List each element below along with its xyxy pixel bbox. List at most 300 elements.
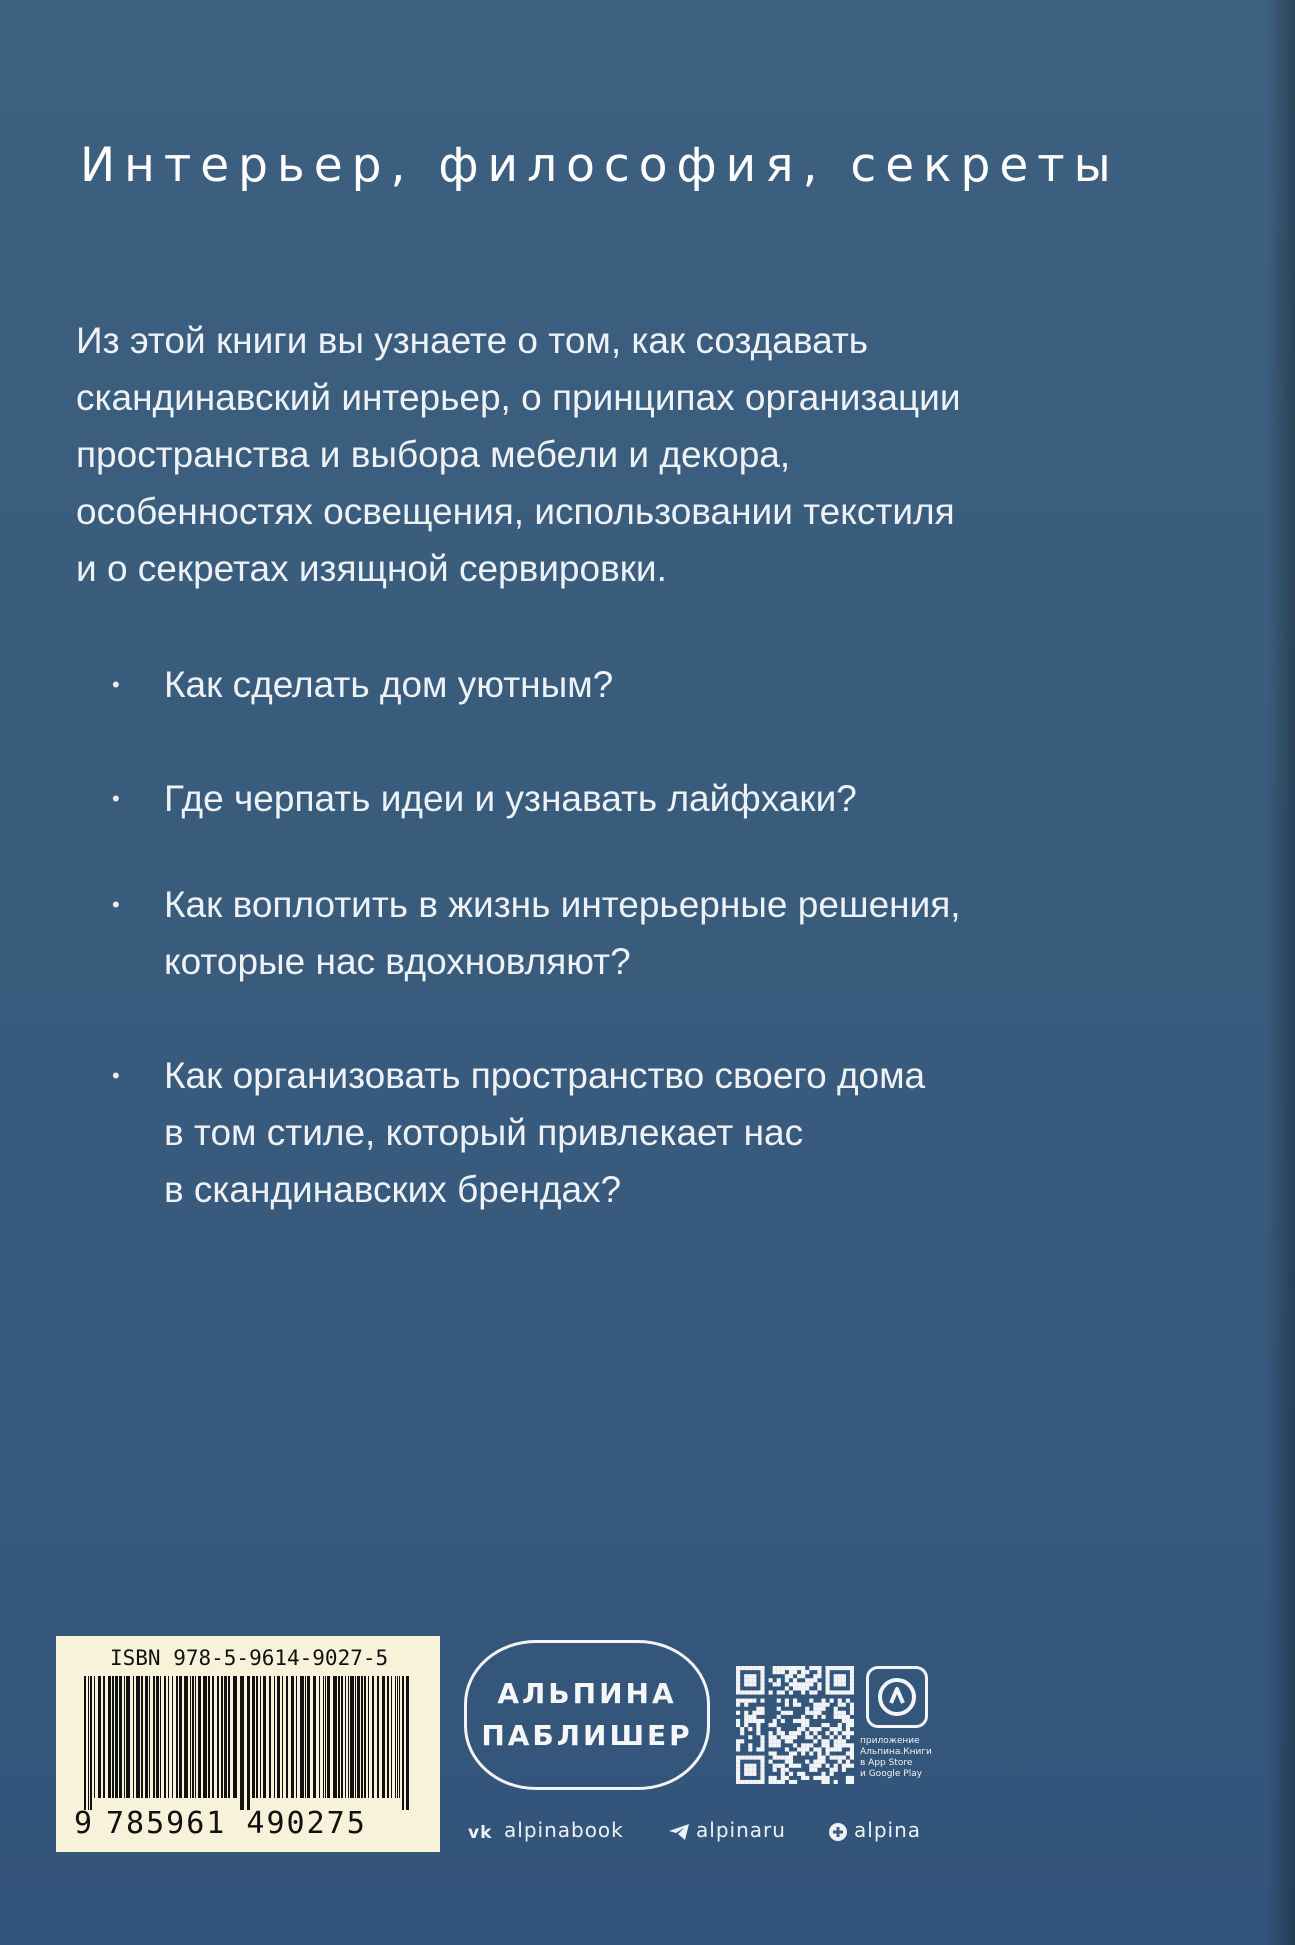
app-caption-line: приложение xyxy=(860,1736,920,1746)
qr-module xyxy=(809,1727,813,1731)
qr-module xyxy=(826,1731,830,1735)
qr-module xyxy=(748,1674,752,1678)
qr-module xyxy=(813,1739,817,1743)
qr-module xyxy=(846,1751,850,1755)
qr-module xyxy=(850,1719,854,1723)
bullet-line: Как воплотить в жизнь интерьерные решения, xyxy=(164,884,961,925)
qr-module xyxy=(748,1699,752,1703)
qr-module xyxy=(813,1707,817,1711)
qr-module xyxy=(748,1747,752,1751)
qr-module xyxy=(838,1756,842,1760)
qr-module xyxy=(760,1768,764,1772)
qr-module xyxy=(769,1743,773,1747)
qr-module xyxy=(813,1703,817,1707)
qr-module xyxy=(748,1682,752,1686)
qr-module xyxy=(842,1674,846,1678)
qr-module xyxy=(752,1780,756,1784)
qr-module xyxy=(797,1731,801,1735)
qr-module xyxy=(773,1719,777,1723)
qr-module xyxy=(838,1699,842,1703)
qr-module xyxy=(785,1674,789,1678)
qr-module xyxy=(777,1780,781,1784)
qr-module xyxy=(773,1670,777,1674)
qr-module xyxy=(821,1739,825,1743)
barcode-bar xyxy=(402,1676,404,1810)
qr-module xyxy=(809,1666,813,1670)
qr-module xyxy=(748,1666,752,1670)
qr-module xyxy=(744,1711,748,1715)
qr-module xyxy=(760,1711,764,1715)
qr-module xyxy=(850,1707,854,1711)
qr-module xyxy=(756,1666,760,1670)
qr-module xyxy=(826,1751,830,1755)
barcode-bar xyxy=(368,1676,369,1798)
barcode-bar xyxy=(399,1676,400,1798)
alpina-logo-icon xyxy=(869,1669,925,1725)
qr-module xyxy=(830,1690,834,1694)
qr-module xyxy=(813,1768,817,1772)
qr-module xyxy=(842,1731,846,1735)
qr-module xyxy=(805,1747,809,1751)
qr-module xyxy=(834,1715,838,1719)
qr-module xyxy=(838,1735,842,1739)
barcode-bar xyxy=(348,1676,349,1798)
barcode-bar xyxy=(325,1676,326,1798)
qr-module xyxy=(744,1764,748,1768)
barcode-bar xyxy=(300,1676,304,1798)
bullet-line: Как организовать пространство своего дома xyxy=(164,1055,926,1096)
qr-module xyxy=(809,1768,813,1772)
qr-module xyxy=(834,1666,838,1670)
qr-module xyxy=(789,1760,793,1764)
qr-module xyxy=(838,1682,842,1686)
qr-module xyxy=(736,1739,740,1743)
qr-module xyxy=(752,1690,756,1694)
qr-module xyxy=(842,1739,846,1743)
qr-module xyxy=(801,1670,805,1674)
qr-module xyxy=(850,1723,854,1727)
qr-module xyxy=(785,1768,789,1772)
qr-module xyxy=(850,1711,854,1715)
qr-module xyxy=(834,1711,838,1715)
qr-module xyxy=(773,1764,777,1768)
qr-module xyxy=(781,1719,785,1723)
barcode-bar xyxy=(406,1676,409,1810)
qr-module xyxy=(821,1715,825,1719)
qr-module xyxy=(826,1678,830,1682)
qr-module xyxy=(752,1711,756,1715)
barcode-bar xyxy=(323,1676,324,1798)
qr-module xyxy=(817,1776,821,1780)
publisher-name-line1: АЛЬПИНА xyxy=(497,1677,677,1710)
qr-module xyxy=(736,1703,740,1707)
barcode-bar xyxy=(149,1676,150,1798)
barcode-bar xyxy=(240,1676,244,1810)
barcode-bar xyxy=(94,1676,95,1798)
qr-module xyxy=(801,1682,805,1686)
barcode-bar xyxy=(203,1676,207,1798)
qr-module xyxy=(740,1731,744,1735)
barcode-bar xyxy=(345,1676,346,1798)
qr-module xyxy=(826,1690,830,1694)
qr-module xyxy=(752,1715,756,1719)
qr-module xyxy=(826,1739,830,1743)
qr-module xyxy=(744,1719,748,1723)
qr-module xyxy=(801,1686,805,1690)
qr-module xyxy=(826,1776,830,1780)
qr-module xyxy=(838,1666,842,1670)
qr-module xyxy=(781,1666,785,1670)
qr-module xyxy=(773,1743,777,1747)
qr-module xyxy=(773,1780,777,1784)
barcode-bar xyxy=(90,1676,92,1810)
qr-module xyxy=(846,1690,850,1694)
qr-module xyxy=(748,1764,752,1768)
qr-module xyxy=(769,1735,773,1739)
qr-module xyxy=(805,1731,809,1735)
qr-module xyxy=(850,1780,854,1784)
qr-module xyxy=(846,1764,850,1768)
qr-module xyxy=(813,1678,817,1682)
app-caption-line: и Google Play xyxy=(860,1769,923,1779)
qr-module xyxy=(785,1703,789,1707)
barcode-bar xyxy=(391,1676,392,1798)
qr-module xyxy=(801,1743,805,1747)
qr-module xyxy=(817,1751,821,1755)
qr-module xyxy=(748,1743,752,1747)
qr-module xyxy=(826,1723,830,1727)
qr-module xyxy=(756,1719,760,1723)
publisher-name-line2: ПАБЛИШЕР xyxy=(481,1719,693,1752)
qr-module xyxy=(736,1678,740,1682)
qr-module xyxy=(789,1751,793,1755)
qr-module xyxy=(769,1690,773,1694)
qr-module xyxy=(793,1780,797,1784)
qr-module xyxy=(760,1678,764,1682)
qr-module xyxy=(736,1723,740,1727)
barcode-bar xyxy=(217,1676,219,1798)
barcode-bar xyxy=(397,1676,398,1798)
barcode-bar xyxy=(124,1676,125,1798)
qr-module xyxy=(826,1743,830,1747)
qr-module xyxy=(781,1711,785,1715)
qr-module xyxy=(760,1686,764,1690)
qr-module xyxy=(826,1686,830,1690)
bullet-line: в скандинавских брендах? xyxy=(164,1169,622,1210)
qr-module xyxy=(801,1723,805,1727)
qr-module xyxy=(838,1727,842,1731)
spine-edge-shadow xyxy=(1267,0,1295,1945)
qr-module xyxy=(830,1756,834,1760)
qr-module xyxy=(781,1768,785,1772)
barcode-bar xyxy=(160,1676,161,1798)
qr-module xyxy=(789,1711,793,1715)
barcode-bar xyxy=(208,1676,210,1798)
qr-module xyxy=(756,1756,760,1760)
qr-module xyxy=(805,1723,809,1727)
qr-module xyxy=(752,1768,756,1772)
qr-module xyxy=(850,1678,854,1682)
barcode-bar xyxy=(307,1676,310,1798)
qr-module xyxy=(830,1666,834,1670)
qr-module xyxy=(760,1747,764,1751)
qr-module xyxy=(834,1768,838,1772)
qr-module xyxy=(744,1772,748,1776)
qr-module xyxy=(785,1739,789,1743)
qr-module xyxy=(838,1674,842,1678)
qr-module xyxy=(834,1780,838,1784)
qr-module xyxy=(842,1682,846,1686)
barcode-bar xyxy=(355,1676,356,1798)
svg-text:vk: vk xyxy=(468,1822,493,1841)
qr-module xyxy=(781,1690,785,1694)
qr-module xyxy=(846,1743,850,1747)
qr-module xyxy=(785,1678,789,1682)
qr-module xyxy=(789,1731,793,1735)
qr-module xyxy=(744,1666,748,1670)
barcode-bar xyxy=(277,1676,280,1798)
qr-module xyxy=(785,1747,789,1751)
intro-paragraph xyxy=(76,312,1216,597)
qr-module xyxy=(797,1764,801,1768)
bullet-line: в том стиле, который привлекает нас xyxy=(164,1112,804,1153)
qr-module xyxy=(797,1674,801,1678)
qr-module xyxy=(797,1747,801,1751)
qr-module xyxy=(777,1678,781,1682)
qr-module xyxy=(773,1756,777,1760)
qr-module xyxy=(821,1776,825,1780)
qr-module xyxy=(834,1727,838,1731)
qr-module xyxy=(793,1735,797,1739)
qr-module xyxy=(785,1735,789,1739)
publisher-logo xyxy=(464,1640,710,1790)
qr-module xyxy=(813,1764,817,1768)
qr-module xyxy=(789,1682,793,1686)
qr-module xyxy=(769,1731,773,1735)
qr-module xyxy=(769,1739,773,1743)
qr-module xyxy=(760,1690,764,1694)
qr-module xyxy=(773,1768,777,1772)
barcode-bar xyxy=(98,1676,101,1798)
qr-module xyxy=(797,1719,801,1723)
barcode-bar xyxy=(156,1676,159,1798)
qr-module xyxy=(736,1764,740,1768)
barcode-bar xyxy=(282,1676,283,1798)
ean-first-digit: 9 xyxy=(74,1806,93,1841)
qr-module xyxy=(813,1731,817,1735)
barcode-bar xyxy=(179,1676,182,1798)
barcode-bar xyxy=(103,1676,105,1798)
qr-module xyxy=(773,1776,777,1780)
qr-module xyxy=(736,1711,740,1715)
bullet-line: которые нас вдохновляют? xyxy=(164,941,631,982)
qr-module xyxy=(838,1743,842,1747)
qr-module xyxy=(834,1756,838,1760)
barcode-bar xyxy=(133,1676,134,1798)
qr-module xyxy=(801,1690,805,1694)
qr-module xyxy=(736,1780,740,1784)
qr-module xyxy=(793,1670,797,1674)
qr-module xyxy=(752,1678,756,1682)
barcode-bar xyxy=(260,1676,261,1798)
qr-module xyxy=(760,1780,764,1784)
qr-module xyxy=(830,1735,834,1739)
barcode-bar xyxy=(327,1676,330,1798)
qr-module xyxy=(809,1699,813,1703)
qr-module xyxy=(842,1719,846,1723)
qr-module xyxy=(801,1727,805,1731)
barcode-label xyxy=(56,1636,440,1852)
qr-module xyxy=(838,1678,842,1682)
qr-module xyxy=(781,1776,785,1780)
bullet-line: Как сделать дом уютным? xyxy=(164,664,614,705)
qr-module xyxy=(785,1711,789,1715)
qr-module xyxy=(813,1711,817,1715)
qr-module xyxy=(821,1723,825,1727)
qr-module xyxy=(760,1670,764,1674)
qr-module xyxy=(834,1678,838,1682)
intro-line: Из этой книги вы узнаете о том, как создавать xyxy=(76,320,869,361)
barcode-bar xyxy=(212,1676,214,1798)
qr-module xyxy=(826,1674,830,1678)
barcode-bar xyxy=(119,1676,122,1798)
qr-module xyxy=(842,1690,846,1694)
qr-module xyxy=(850,1764,854,1768)
qr-module xyxy=(748,1715,752,1719)
qr-module xyxy=(760,1699,764,1703)
qr-module xyxy=(850,1743,854,1747)
qr-module xyxy=(821,1703,825,1707)
qr-module xyxy=(826,1666,830,1670)
qr-module xyxy=(760,1735,764,1739)
alpina-app-icon xyxy=(866,1666,928,1728)
qr-module xyxy=(748,1735,752,1739)
qr-module xyxy=(777,1764,781,1768)
qr-module xyxy=(801,1747,805,1751)
intro-line: и о секретах изящной сервировки. xyxy=(76,548,667,589)
qr-module xyxy=(785,1760,789,1764)
qr-module xyxy=(740,1756,744,1760)
qr-module xyxy=(817,1703,821,1707)
qr-module xyxy=(797,1727,801,1731)
qr-module xyxy=(744,1768,748,1772)
qr-module xyxy=(797,1703,801,1707)
qr-module xyxy=(744,1682,748,1686)
barcode-bar xyxy=(252,1676,255,1798)
barcode-bar xyxy=(184,1676,188,1798)
qr-module xyxy=(769,1760,773,1764)
app-caption-line: Альпина.Книги xyxy=(860,1747,932,1757)
qr-module xyxy=(817,1682,821,1686)
qr-module xyxy=(838,1739,842,1743)
qr-module xyxy=(813,1760,817,1764)
qr-module xyxy=(793,1678,797,1682)
qr-module xyxy=(777,1707,781,1711)
intro-line: скандинавский интерьер, о принципах организации xyxy=(76,377,961,418)
barcode-bar xyxy=(190,1676,191,1798)
qr-module xyxy=(834,1731,838,1735)
qr-module xyxy=(781,1756,785,1760)
qr-module xyxy=(760,1682,764,1686)
qr-module xyxy=(740,1727,744,1731)
qr-module xyxy=(809,1743,813,1747)
barcode-bar xyxy=(382,1676,385,1798)
qr-module xyxy=(809,1764,813,1768)
social-alpina xyxy=(828,1818,921,1842)
qr-module xyxy=(793,1682,797,1686)
qr-module xyxy=(817,1764,821,1768)
barcode-bar xyxy=(233,1676,237,1798)
barcode-bar xyxy=(333,1676,337,1798)
barcode-bar xyxy=(286,1676,288,1798)
qr-module xyxy=(793,1719,797,1723)
qr-module xyxy=(830,1699,834,1703)
qr-module xyxy=(736,1719,740,1723)
qr-module xyxy=(813,1715,817,1719)
qr-module xyxy=(736,1772,740,1776)
qr-module xyxy=(850,1666,854,1670)
qr-module xyxy=(760,1776,764,1780)
barcode-bar xyxy=(198,1676,201,1798)
social-alpina-label: alpina xyxy=(854,1818,921,1842)
qr-module xyxy=(850,1670,854,1674)
qr-module xyxy=(760,1739,764,1743)
qr-module xyxy=(801,1719,805,1723)
qr-module xyxy=(756,1711,760,1715)
qr-module xyxy=(842,1666,846,1670)
qr-module xyxy=(773,1735,777,1739)
bullet-dot: • xyxy=(112,892,120,917)
qr-module xyxy=(736,1690,740,1694)
qr-module xyxy=(773,1751,777,1755)
qr-module xyxy=(838,1690,842,1694)
bullet-dot: • xyxy=(112,786,120,811)
qr-module xyxy=(817,1666,821,1670)
qr-module xyxy=(805,1678,809,1682)
qr-module xyxy=(826,1764,830,1768)
qr-module xyxy=(805,1711,809,1715)
qr-module xyxy=(817,1727,821,1731)
qr-module xyxy=(826,1780,830,1784)
qr-module xyxy=(777,1670,781,1674)
qr-module xyxy=(777,1690,781,1694)
qr-module xyxy=(830,1747,834,1751)
qr-module xyxy=(752,1764,756,1768)
qr-module xyxy=(781,1735,785,1739)
qr-module xyxy=(748,1772,752,1776)
barcode-bar xyxy=(136,1676,140,1798)
qr-module xyxy=(846,1735,850,1739)
qr-module xyxy=(736,1686,740,1690)
qr-module xyxy=(813,1776,817,1780)
qr-module xyxy=(789,1690,793,1694)
qr-module xyxy=(805,1670,809,1674)
qr-module xyxy=(817,1735,821,1739)
qr-module xyxy=(744,1703,748,1707)
qr-module xyxy=(748,1678,752,1682)
qr-module xyxy=(817,1760,821,1764)
qr-module xyxy=(748,1727,752,1731)
qr-module xyxy=(744,1723,748,1727)
qr-module xyxy=(740,1699,744,1703)
qr-module xyxy=(760,1764,764,1768)
qr-module xyxy=(846,1760,850,1764)
qr-module xyxy=(789,1756,793,1760)
qr-module xyxy=(817,1747,821,1751)
qr-module xyxy=(817,1686,821,1690)
qr-module xyxy=(850,1776,854,1780)
qr-module xyxy=(785,1776,789,1780)
